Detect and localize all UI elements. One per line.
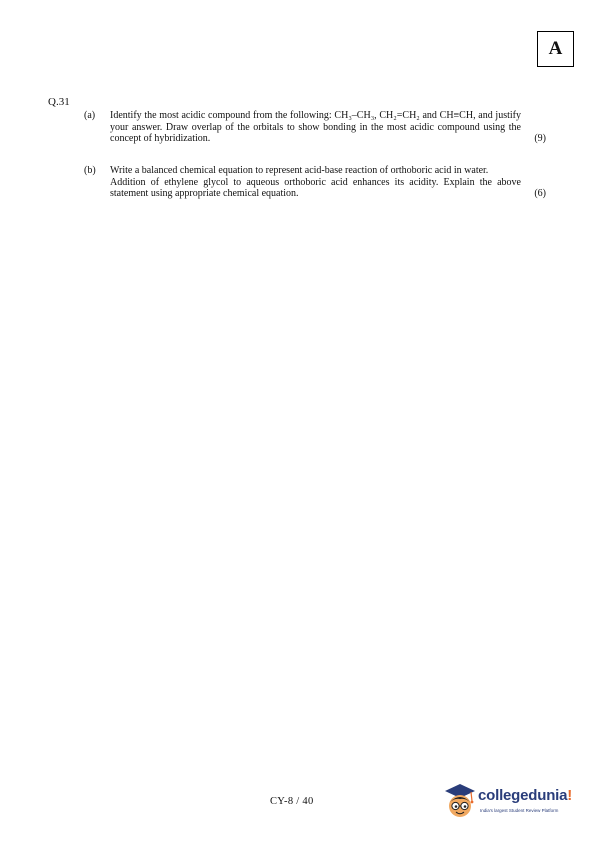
set-code-box — [537, 31, 574, 67]
part-b-marks: (6) — [534, 188, 546, 199]
set-code: A — [548, 38, 563, 59]
collegedunia-logo — [441, 779, 581, 823]
mascot-icon — [441, 779, 479, 823]
part-b-text — [110, 165, 521, 200]
page-number: CY-8 / 40 — [270, 796, 314, 807]
part-a-label: (a) — [84, 110, 96, 121]
part-a-text — [110, 110, 521, 145]
brand-name: collegedunia! — [478, 787, 573, 804]
part-a-marks: (9) — [534, 133, 546, 144]
brand-tagline: India's largest Student Review Platform — [480, 808, 559, 813]
question-number: Q.31 — [48, 96, 70, 108]
part-b-line-1: Write a balanced chemical equation to represent acid-base reaction of orthoboric acid in water. — [110, 165, 489, 176]
question-part-a — [84, 110, 546, 145]
part-b-line-2: Addition of ethylene glycol to aqueous orthoboric acid enhances its acidity. Explain the above statement using appropriate chemical equation. — [110, 176, 521, 199]
part-a-line: Identify the most acidic compound from the following: CH₃–CH₃, CH₂=CH₂ and CH≡CH, and justify your answer. Draw overlap of the orbitals to show bonding in the most acidic compound using the concept of hybridization. — [110, 110, 521, 144]
question-part-b — [84, 165, 546, 200]
part-b-label: (b) — [84, 165, 96, 176]
